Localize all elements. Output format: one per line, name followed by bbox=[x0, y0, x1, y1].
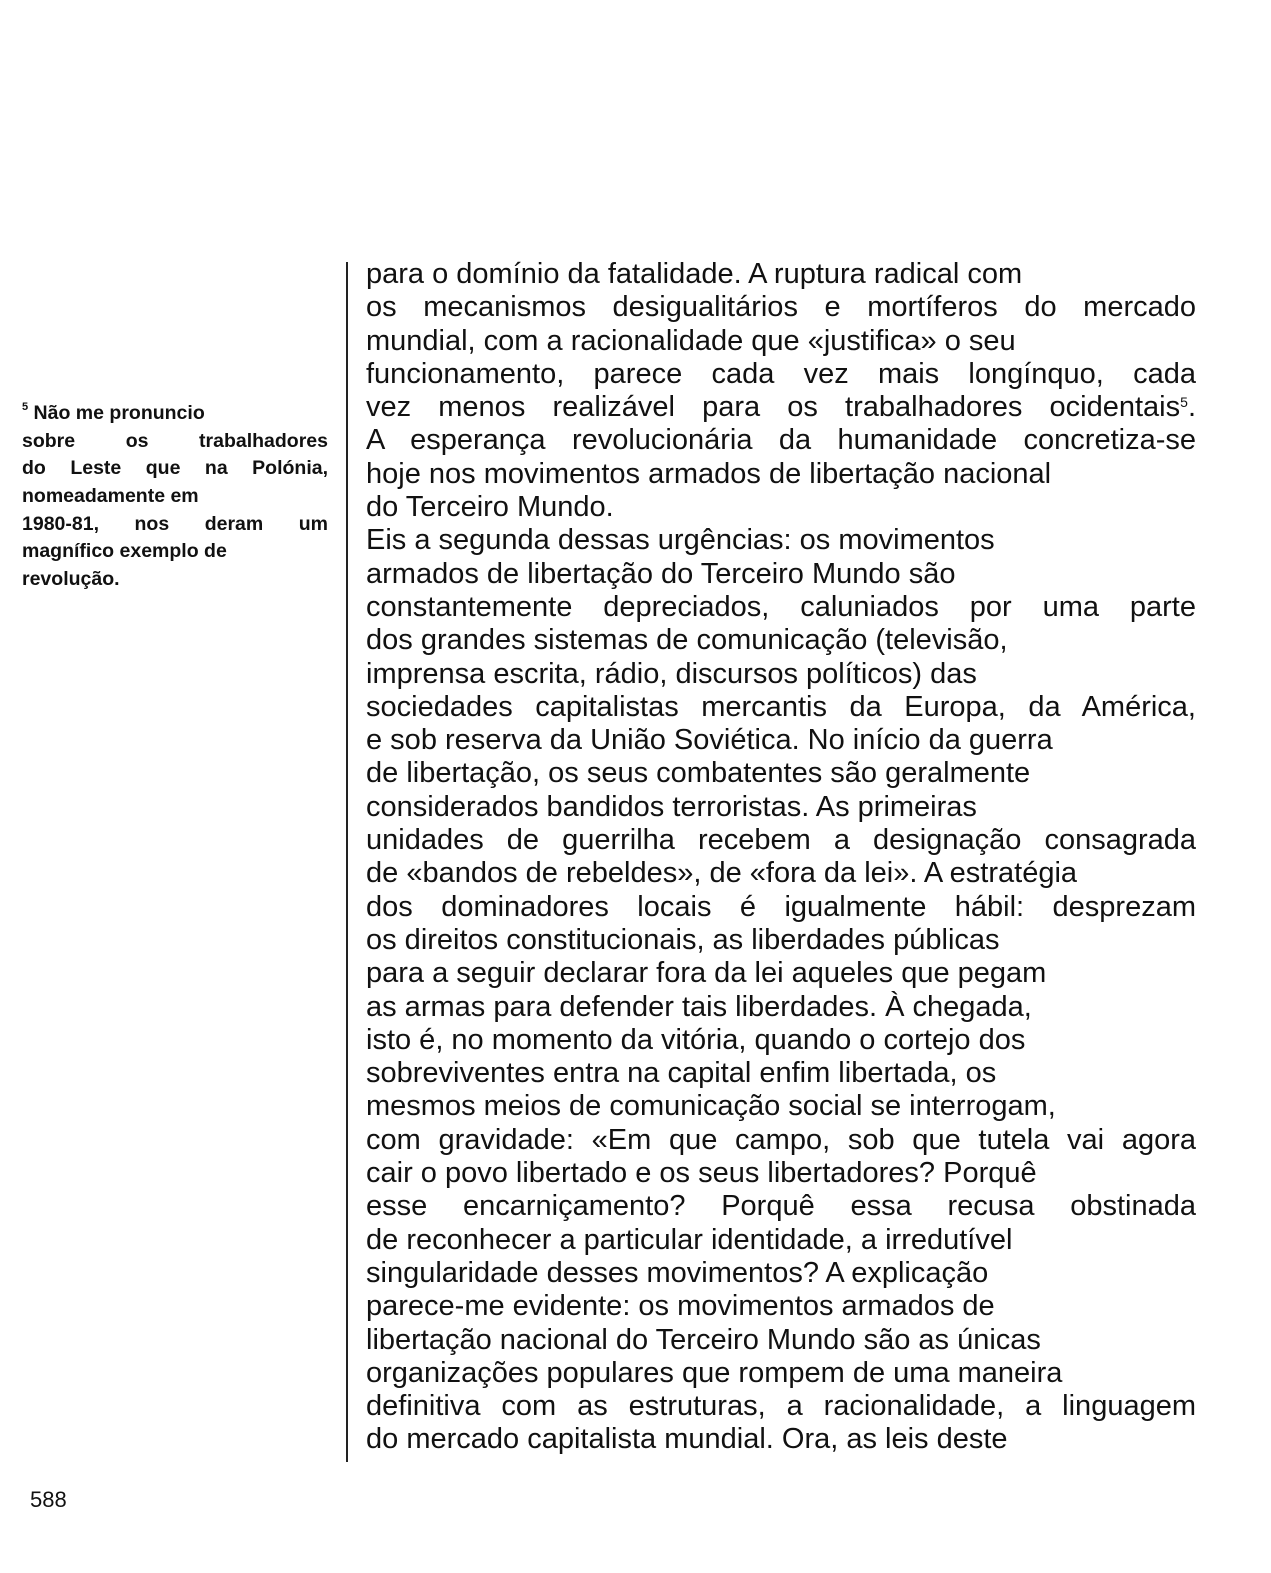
text-line-content: constantemente depreciados, caluniados por uma parte bbox=[366, 590, 1196, 623]
text-line-content: do Terceiro Mundo. bbox=[366, 491, 614, 524]
text-line-content: hoje nos movimentos armados de libertação nacional bbox=[366, 457, 1052, 490]
text-line bbox=[366, 691, 1196, 724]
text-line-content: Eis a segunda dessas urgências: os movimentos bbox=[366, 524, 995, 557]
text-line bbox=[366, 1257, 1196, 1290]
text-line-content: considerados bandidos terroristas. As primeiras bbox=[366, 790, 977, 823]
text-line-content: e sob reserva da União Soviética. No início da guerra bbox=[366, 724, 1053, 757]
text-line-content: de «bandos de rebeldes», de «fora da lei». A estratégia bbox=[366, 857, 1078, 890]
text-line bbox=[366, 1390, 1196, 1423]
footnote-line-text: nomeadamente em bbox=[22, 485, 199, 508]
footnote-line bbox=[22, 538, 328, 566]
text-line bbox=[366, 1024, 1196, 1057]
punctuation: . bbox=[1187, 391, 1196, 424]
text-line-content: de reconhecer a particular identidade, a irredutível bbox=[366, 1223, 1013, 1256]
text-line bbox=[366, 424, 1196, 457]
text-line bbox=[366, 591, 1196, 624]
text-line bbox=[366, 1324, 1196, 1357]
text-line bbox=[366, 291, 1196, 324]
text-line-content: mesmos meios de comunicação social se interrogam, bbox=[366, 1090, 1056, 1123]
text-line bbox=[366, 358, 1196, 391]
body-text bbox=[366, 258, 1196, 1457]
text-line-content: parece-me evidente: os movimentos armados de bbox=[366, 1290, 995, 1323]
text-line bbox=[366, 857, 1196, 890]
text-line bbox=[366, 1357, 1196, 1390]
text-line-content: esse encarniçamento? Porquê essa recusa obstinada bbox=[366, 1190, 1196, 1223]
text-line-content: imprensa escrita, rádio, discursos políticos) das bbox=[366, 657, 977, 690]
text-line bbox=[366, 1224, 1196, 1257]
text-line-content: unidades de guerrilha recebem a designação consagrada bbox=[366, 824, 1196, 857]
text-line-content: os mecanismos desigualitários e mortíferos do mercado bbox=[366, 291, 1196, 324]
text-line bbox=[366, 757, 1196, 790]
text-line-content: dos dominadores locais é igualmente hábil: desprezam bbox=[366, 890, 1196, 923]
text-line bbox=[366, 1190, 1196, 1223]
text-line bbox=[366, 524, 1196, 557]
text-line-content: os direitos constitucionais, as liberdades públicas bbox=[366, 923, 1000, 956]
margin-rule bbox=[346, 262, 348, 1462]
text-line-content: funcionamento, parece cada vez mais longínquo, cada bbox=[366, 357, 1196, 390]
text-line-content: A esperança revolucionária da humanidade concretiza-se bbox=[366, 424, 1196, 457]
text-line-content: definitiva com as estruturas, a racionalidade, a linguagem bbox=[366, 1390, 1196, 1423]
text-line bbox=[366, 624, 1196, 657]
text-line bbox=[366, 991, 1196, 1024]
footnote-line bbox=[22, 483, 328, 511]
text-line bbox=[366, 491, 1196, 524]
text-line bbox=[366, 724, 1196, 757]
text-line-content: para o domínio da fatalidade. A ruptura radical com bbox=[366, 258, 1023, 290]
text-line bbox=[366, 658, 1196, 691]
text-line-content: mundial, com a racionalidade que «justifica» o seu bbox=[366, 324, 1016, 357]
text-line-content: singularidade desses movimentos? A explicação bbox=[366, 1256, 989, 1289]
footnote-line bbox=[22, 455, 328, 483]
text-line-content: cair o povo libertado e os seus libertadores? Porquê bbox=[366, 1157, 1037, 1190]
text-line bbox=[366, 325, 1196, 358]
text-line-content: do mercado capitalista mundial. Ora, as leis deste bbox=[366, 1423, 1008, 1456]
text-line-content: isto é, no momento da vitória, quando o cortejo dos bbox=[366, 1023, 1026, 1056]
text-line-content: com gravidade: «Em que campo, sob que tutela vai agora bbox=[366, 1123, 1196, 1156]
text-line-content: vez menos realizável para os trabalhadores ocidentais bbox=[366, 391, 1181, 424]
text-line-content: libertação nacional do Terceiro Mundo são as únicas bbox=[366, 1323, 1041, 1356]
text-line bbox=[366, 957, 1196, 990]
text-line-content: as armas para defender tais liberdades. À chegada, bbox=[366, 990, 1032, 1023]
text-line bbox=[366, 558, 1196, 591]
footnote-line-text: revolução. bbox=[22, 568, 120, 591]
footnote-line-text: sobre os trabalhadores bbox=[22, 429, 328, 452]
text-line-content: organizações populares que rompem de uma maneira bbox=[366, 1356, 1063, 1389]
text-line bbox=[366, 1057, 1196, 1090]
text-line bbox=[366, 924, 1196, 957]
text-line bbox=[366, 1290, 1196, 1323]
text-line bbox=[366, 891, 1196, 924]
text-line-content: para a seguir declarar fora da lei aqueles que pegam bbox=[366, 957, 1047, 990]
text-line-content: dos grandes sistemas de comunicação (televisão, bbox=[366, 624, 1008, 657]
text-line bbox=[366, 458, 1196, 491]
footnote-line-text: do Leste que na Polónia, bbox=[22, 457, 328, 480]
text-line-content: de libertação, os seus combatentes são geralmente bbox=[366, 757, 1031, 790]
footnote-line bbox=[22, 428, 328, 456]
text-line-content: armados de libertação do Terceiro Mundo são bbox=[366, 557, 956, 590]
text-line bbox=[366, 391, 1196, 424]
footnote-reference[interactable]: 5 bbox=[1180, 394, 1188, 411]
text-line bbox=[366, 1124, 1196, 1157]
footnote-line-text: 1980-81, nos deram um bbox=[22, 512, 328, 535]
footnote-line bbox=[22, 511, 328, 539]
text-line-content: sociedades capitalistas mercantis da Europa, da América, bbox=[366, 690, 1196, 723]
page-number: 588 bbox=[30, 1487, 67, 1512]
footnote bbox=[22, 400, 328, 594]
text-line bbox=[366, 258, 1196, 291]
footnote-marker: 5 bbox=[22, 401, 29, 413]
footnote-line bbox=[22, 400, 328, 428]
footnote-line bbox=[22, 566, 328, 594]
text-line-content: sobreviventes entra na capital enfim libertada, os bbox=[366, 1057, 997, 1090]
text-line bbox=[366, 1157, 1196, 1190]
footnote-line-text: magnífico exemplo de bbox=[22, 540, 227, 563]
text-line bbox=[366, 1090, 1196, 1123]
text-line bbox=[366, 824, 1196, 857]
footnote-line-text: Não me pronuncio bbox=[33, 402, 205, 424]
text-line bbox=[366, 1423, 1196, 1456]
text-line bbox=[366, 791, 1196, 824]
